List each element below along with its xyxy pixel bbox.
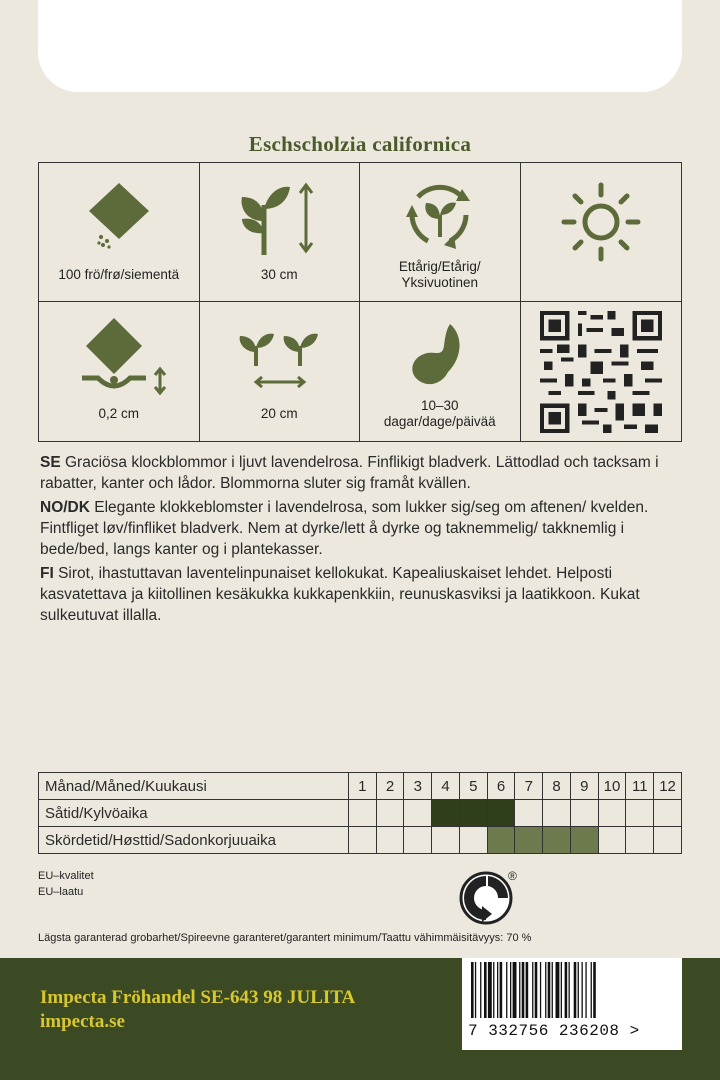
calendar-cell (543, 800, 571, 827)
calendar-cell (348, 827, 376, 854)
calendar-cell (348, 800, 376, 827)
lifecycle-label: Ettårig/Etårig/ Yksivuotinen (398, 259, 481, 290)
calendar-header-label: Månad/Måned/Kuukausi (39, 773, 349, 800)
harvest-time-label: Skördetid/Høsttid/Sadonkorjuuaika (39, 827, 349, 854)
sun-cell (521, 163, 682, 302)
company-website[interactable]: impecta.se (40, 1011, 125, 1032)
month-1: 1 (348, 773, 376, 800)
calendar-cell (626, 800, 654, 827)
sowing-time-row (39, 800, 682, 827)
plant-height-icon (234, 175, 324, 259)
plant-height-label: 30 cm (260, 267, 298, 282)
latin-name: Eschscholzia californica (248, 132, 472, 156)
month-10: 10 (598, 773, 626, 800)
sowing-depth-cell (39, 302, 200, 441)
sowing-time-label: Såtid/Kylvöaika (39, 800, 349, 827)
calendar-cell (598, 827, 626, 854)
seed-count-label: 100 frö/frø/siementä (58, 267, 180, 282)
sowing-calendar (38, 772, 682, 854)
calendar-cell (376, 800, 404, 827)
germination-cell (360, 302, 521, 441)
annual-cycle-icon (400, 175, 480, 255)
month-6: 6 (487, 773, 515, 800)
lifecycle-cell (360, 163, 521, 302)
month-7: 7 (515, 773, 543, 800)
company-address (40, 986, 355, 1034)
calendar-cell (404, 800, 432, 827)
plant-height-cell (200, 163, 361, 302)
calendar-cell (487, 827, 515, 854)
calendar-cell (432, 827, 460, 854)
description-block (40, 452, 680, 629)
month-9: 9 (570, 773, 598, 800)
sun-icon (556, 177, 646, 267)
seed-packet-icon (79, 175, 159, 255)
calendar-cell (432, 800, 460, 827)
calendar-cell (515, 827, 543, 854)
seed-count-cell (39, 163, 200, 302)
barcode-bars (467, 962, 677, 1022)
registered-mark: ® (508, 869, 517, 883)
sowing-depth-label: 0,2 cm (98, 406, 139, 421)
calendar-cell (626, 827, 654, 854)
plant-spacing-label: 20 cm (260, 406, 298, 421)
description-se: SE Graciösa klockblommor i ljuvt lavendelrosa. Finflikigt bladverk. Lättodlad och tacksam i rabatter, kanter och lådor. Blommorna sluter sig framåt kvällen. (40, 454, 659, 492)
calendar-cell (487, 800, 515, 827)
germination-guarantee: Lägsta garanterad grobarhet/Spireevne garanteret/garantert minimum/Taattu vähimmäisitävyys: 70 % (38, 932, 532, 944)
month-5: 5 (459, 773, 487, 800)
calendar-cell (654, 827, 682, 854)
calendar-cell (570, 800, 598, 827)
month-8: 8 (543, 773, 571, 800)
description-fi: FI Sirot, ihastuttavan laventelinpunaiset kellokukat. Kapealiuskaiset lehdet. Helposti kasvatettava ja kiitollinen kesäkukka kukkapenkkiin, reunuskasviksi ja laatikkoon. Kukat sulkeutuvat illalla. (40, 565, 640, 624)
month-2: 2 (376, 773, 404, 800)
eu-quality: EU–kvalitet EU–laatu (38, 870, 94, 898)
germination-seed-icon (400, 318, 480, 398)
month-3: 3 (404, 773, 432, 800)
barcode (462, 958, 682, 1050)
month-12: 12 (654, 773, 682, 800)
calendar-header-row (39, 773, 682, 800)
calendar-cell (543, 827, 571, 854)
calendar-cell (404, 827, 432, 854)
calendar-cell (515, 800, 543, 827)
description-nodk: NO/DK Elegante klokkeblomster i lavendelrosa, som lukker sig/seg om aftenen/ kvelden. Fintfliget løv/finfliket bladverk. Nem at dyrke/lett å dyrke og taknemmelig/ takknemlig i bede/bed, langs kanter og i plantekasser. (40, 499, 649, 558)
hang-hole-cutout (38, 0, 682, 92)
germination-label: 10–30 dagar/dage/päivää (383, 398, 496, 429)
calendar-cell (570, 827, 598, 854)
plant-spacing-icon (234, 322, 324, 402)
calendar-cell (459, 800, 487, 827)
icon-grid (38, 162, 682, 442)
harvest-time-row (39, 827, 682, 854)
calendar-cell (654, 800, 682, 827)
qr-cell (521, 302, 682, 441)
green-dot-recycle-icon (456, 866, 520, 926)
company-name-line: Impecta Fröhandel SE-643 98 JULITA (40, 987, 356, 1008)
sowing-depth-icon (64, 314, 174, 398)
calendar-cell (459, 827, 487, 854)
qr-code-icon[interactable] (540, 311, 662, 433)
month-11: 11 (626, 773, 654, 800)
calendar-cell (376, 827, 404, 854)
calendar-cell (598, 800, 626, 827)
plant-spacing-cell (200, 302, 361, 441)
month-4: 4 (432, 773, 460, 800)
barcode-digits: 7 332756 236208 > (468, 1022, 640, 1040)
